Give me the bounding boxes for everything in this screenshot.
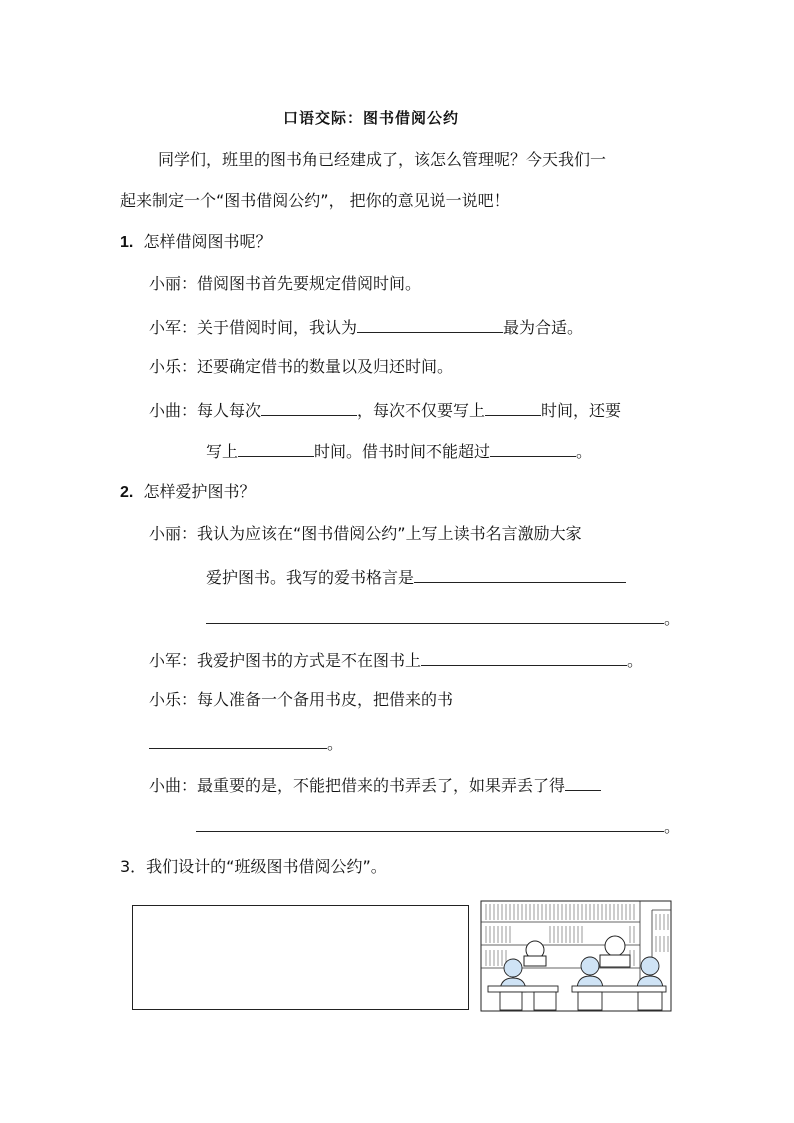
answer-blank[interactable] <box>196 815 664 832</box>
q2-line-xiaoqu-text: 小曲：最重要的是，不能把借来的书弄丢了，如果弄丢了得 <box>149 776 566 795</box>
question-2 <box>120 482 256 503</box>
question-2-text: 怎样爱护图书？ <box>143 482 256 501</box>
page-title: 口语交际：图书借阅公约 <box>283 109 460 127</box>
q2-line-xiaoli-cont-text: 爱护图书。我写的爱书格言是 <box>206 568 415 587</box>
q2-line-xiaoli-answer <box>206 607 680 629</box>
question-1 <box>120 232 272 253</box>
q1-line-xiaoqu-mid: ，每次不仅要写上 <box>357 401 486 420</box>
q1-line-xiaoli: 小丽：借阅图书首先要规定借阅时间。 <box>149 274 422 293</box>
q2-line-xiaojun <box>149 649 643 671</box>
q1-line-xiaoqu-cont-end: 。 <box>576 442 593 461</box>
answer-blank[interactable] <box>238 440 314 457</box>
q1-line-xiaojun-text: 小军：关于借阅时间，我认为 <box>149 318 358 337</box>
q2-line-xiaole-answer <box>149 732 343 754</box>
intro-line-1: 同学们，班里的图书角已经建成了，该怎么管理呢？今天我们一 <box>158 150 607 169</box>
q2-line-xiaole: 小乐：每人准备一个备用书皮，把借来的书 <box>149 690 454 709</box>
answer-blank[interactable] <box>357 316 503 333</box>
convention-writing-box[interactable] <box>132 905 469 1010</box>
q1-line-xiaojun <box>149 316 583 338</box>
q2-line-end-mark: 。 <box>327 734 344 753</box>
q1-line-xiaole: 小乐：还要确定借书的数量以及归还时间。 <box>149 357 454 376</box>
answer-blank[interactable] <box>206 607 664 624</box>
q2-line-xiaoqu-answer <box>196 815 680 837</box>
q2-line-xiaoli: 小丽：我认为应该在“图书借阅公约”上写上读书名言激励大家 <box>149 524 582 543</box>
q1-line-xiaoqu-cont-text: 写上 <box>206 442 239 461</box>
q2-line-end-mark: 。 <box>664 609 681 628</box>
library-reading-illustration-icon <box>480 900 672 1012</box>
q1-line-xiaoqu <box>149 399 621 421</box>
q2-line-xiaojun-text: 小军：我爱护图书的方式是不在图书上 <box>149 651 422 670</box>
question-2-number: 2. <box>120 484 134 501</box>
q1-line-xiaoqu-end: 时间，还要 <box>541 401 622 420</box>
answer-blank[interactable] <box>261 399 357 416</box>
q1-line-xiaojun-end: 最为合适。 <box>503 318 584 337</box>
q1-line-xiaoqu-cont-mid: 时间。借书时间不能超过 <box>314 442 491 461</box>
q2-line-xiaojun-end: 。 <box>627 651 644 670</box>
q2-line-xiaoli-cont <box>206 566 626 588</box>
q1-line-xiaoqu-cont <box>206 440 592 462</box>
answer-blank[interactable] <box>414 566 626 583</box>
q1-line-xiaoqu-text: 小曲：每人每次 <box>149 401 262 420</box>
q2-line-end-mark: 。 <box>664 817 681 836</box>
intro-line-2: 起来制定一个“图书借阅公约”， 把你的意见说一说吧！ <box>120 191 510 210</box>
answer-blank[interactable] <box>490 440 576 457</box>
answer-blank[interactable] <box>421 649 627 666</box>
question-1-text: 怎样借阅图书呢？ <box>143 232 272 251</box>
question-1-number: 1. <box>120 234 134 251</box>
answer-blank[interactable] <box>149 732 327 749</box>
answer-blank[interactable] <box>485 399 541 416</box>
question-3: 3．我们设计的“班级图书借阅公约”。 <box>120 857 387 876</box>
answer-blank[interactable] <box>565 774 601 791</box>
q2-line-xiaoqu <box>149 774 601 796</box>
